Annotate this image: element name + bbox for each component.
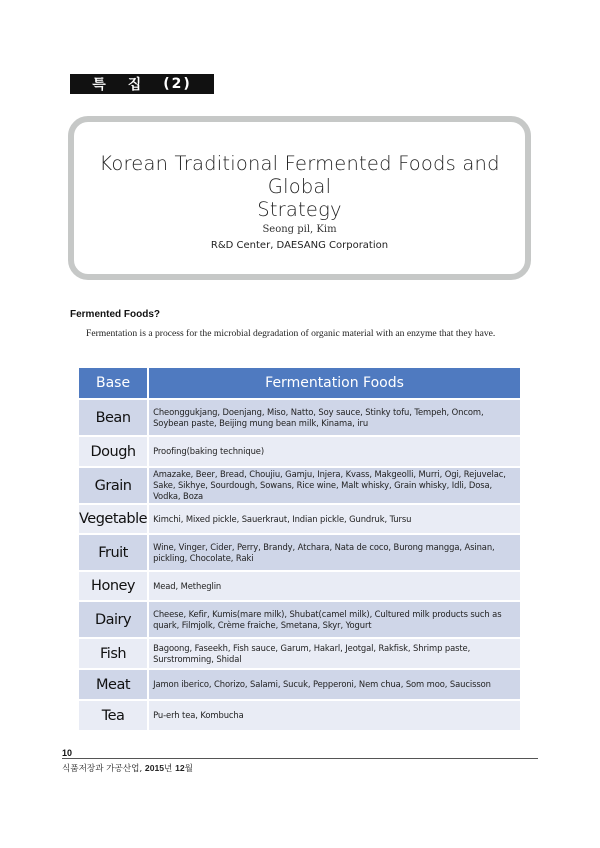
intro-paragraph: Fermentation is a process for the microbial degradation of organic material with an enzyme that they have.	[86, 328, 496, 339]
row-base: Fish	[79, 639, 149, 668]
row-foods: Amazake, Beer, Bread, Choujiu, Gamju, Injera, Kvass, Makgeolli, Murri, Ogi, Rejuvelac, Sake, Sikhye, Sourdough, Sowans, Rice wine, Malt whisky, Grain whisky, Idli, Dosa, Vodka, Boza	[149, 468, 520, 503]
row-base: Bean	[79, 400, 149, 435]
row-foods: Wine, Vinger, Cider, Perry, Brandy, Atchara, Nata de coco, Burong mangga, Asinan, pickling, Chocolate, Raki	[149, 535, 520, 570]
footer-month-unit: 월	[184, 764, 193, 774]
row-base: Honey	[79, 572, 149, 600]
footer-journal-name: 식품저장과 가공산업,	[62, 764, 143, 774]
article-title	[74, 152, 525, 221]
section-heading: Fermented Foods?	[70, 309, 161, 320]
fermentation-table	[79, 366, 520, 732]
article-title-line2: Strategy	[257, 198, 342, 221]
section-tag-word1: 특	[92, 77, 108, 93]
row-foods: Mead, Metheglin	[149, 572, 520, 600]
row-base: Vegetable	[79, 505, 149, 533]
table-row	[79, 572, 520, 600]
row-base: Meat	[79, 670, 149, 699]
row-base: Fruit	[79, 535, 149, 570]
row-base: Dough	[79, 437, 149, 466]
row-foods: Kimchi, Mixed pickle, Sauerkraut, Indian pickle, Gundruk, Tursu	[149, 505, 520, 533]
footer-year: 2015	[144, 763, 165, 773]
table-row	[79, 468, 520, 503]
row-foods: Proofing(baking technique)	[149, 437, 520, 466]
footer-month: 12	[175, 763, 185, 773]
section-tag-word2: 집	[127, 77, 144, 93]
page-number: 10	[62, 748, 73, 758]
table-row	[79, 602, 520, 637]
footer-divider	[62, 758, 538, 759]
column-header-foods: Fermentation Foods	[149, 368, 520, 398]
table-row	[79, 400, 520, 435]
title-box	[68, 116, 531, 280]
article-title-line1: Korean Traditional Fermented Foods and Global	[99, 152, 500, 198]
column-header-base: Base	[79, 368, 149, 398]
table-row	[79, 505, 520, 533]
table-row	[79, 701, 520, 730]
row-foods: Jamon iberico, Chorizo, Salami, Sucuk, Pepperoni, Nem chua, Som moo, Saucisson	[149, 670, 520, 699]
author-name: Seong pil, Kim	[262, 224, 337, 235]
row-foods: Cheonggukjang, Doenjang, Miso, Natto, Soy sauce, Stinky tofu, Tempeh, Oncom, Soybean paste, Beijing mung bean milk, Kinama, iru	[149, 400, 520, 435]
table-row	[79, 437, 520, 466]
footer-journal	[62, 762, 193, 774]
row-foods: Cheese, Kefir, Kumis(mare milk), Shubat(camel milk), Cultured milk products such as quark, Filmjolk, Crème fraiche, Smetana, Skyr, Yogurt	[149, 602, 520, 637]
table-row	[79, 639, 520, 668]
table-header-row	[79, 368, 520, 398]
row-foods: Pu-erh tea, Kombucha	[149, 701, 520, 730]
section-tag-number: (2)	[163, 76, 192, 92]
footer-year-unit: 년	[164, 764, 173, 774]
section-tag	[70, 74, 214, 94]
table-row	[79, 535, 520, 570]
author-affiliation: R&D Center, DAESANG Corporation	[210, 240, 389, 251]
table-row	[79, 670, 520, 699]
row-foods: Bagoong, Faseekh, Fish sauce, Garum, Hakarl, Jeotgal, Rakfisk, Shrimp paste, Surstromming, Shidal	[149, 639, 520, 668]
row-base: Dairy	[79, 602, 149, 637]
row-base: Tea	[79, 701, 149, 730]
row-base: Grain	[79, 468, 149, 503]
